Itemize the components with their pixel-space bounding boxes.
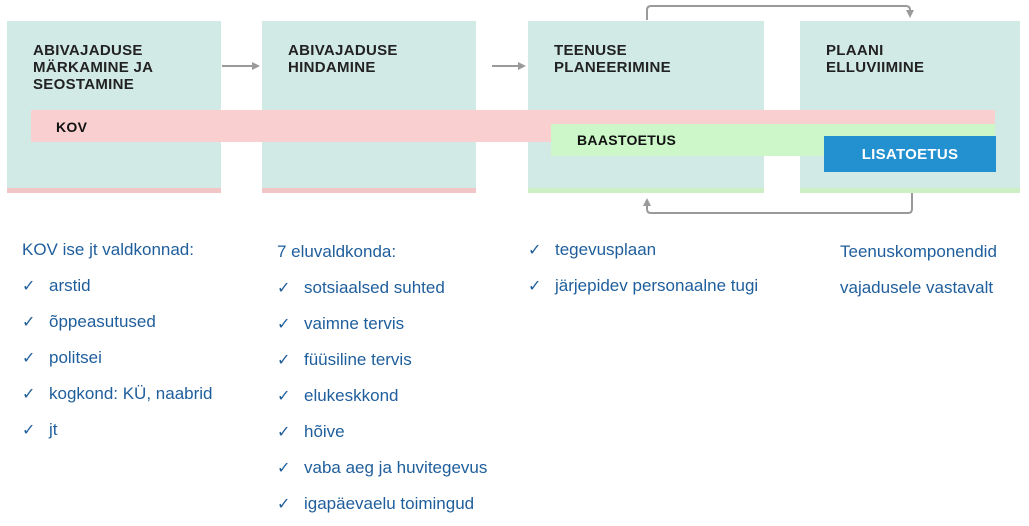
list-item: ✓ elukeskkond [277,382,487,418]
check-icon: ✓ [277,352,291,369]
check-icon: ✓ [22,278,36,295]
list-item: ✓ tegevusplaan [528,236,758,272]
column-eluvaldkonnad [277,238,487,526]
check-icon: ✓ [277,388,291,405]
stage-title: PLAANI ELLUVIIMINE [826,42,925,76]
list-item: ✓ jt [22,416,213,452]
column-kov-valdkonnad [22,236,213,452]
stage-title: ABIVAJADUSE HINDAMINE [288,42,398,76]
column-text-line: Teenuskomponendid [840,242,997,261]
arrow-top-loop [647,6,910,20]
check-icon: ✓ [277,424,291,441]
list-item: ✓ sotsiaalsed suhted [277,274,487,310]
column-planeerimine [528,236,758,308]
check-icon: ✓ [528,278,542,295]
stage-title: TEENUSE PLANEERIMINE [554,42,671,76]
arrow-bottom-loop [647,193,912,213]
check-icon: ✓ [22,314,36,331]
list-item: ✓ arstid [22,272,213,308]
check-icon: ✓ [22,386,36,403]
column-elluviimine [840,238,997,310]
kov-band: KOV [31,110,995,142]
column-heading: KOV ise jt valdkonnad: [22,240,194,259]
check-icon: ✓ [277,280,291,297]
list-item: ✓ õppeasutused [22,308,213,344]
check-icon: ✓ [277,496,291,513]
check-icon: ✓ [22,422,36,439]
baastoetus-band: BAASTOETUS [551,124,995,156]
list-item: ✓ füüsiline tervis [277,346,487,382]
check-icon: ✓ [528,242,542,259]
check-icon: ✓ [277,460,291,477]
list-item: ✓ kogkond: KÜ, naabrid [22,380,213,416]
list-item: ✓ hõive [277,418,487,454]
list-item: ✓ järjepidev personaalne tugi [528,272,758,308]
list-item: ✓ vaba aeg ja huvitegevus [277,454,487,490]
list-item: ✓ vaimne tervis [277,310,487,346]
stage-title: ABIVAJADUSE MÄRKAMINE JA SEOSTAMINE [33,42,154,93]
lisatoetus-band: LISATOETUS [824,136,996,172]
list-item: ✓ igapäevaelu toimingud [277,490,487,526]
list-item: ✓ politsei [22,344,213,380]
column-text-line: vajadusele vastavalt [840,278,994,297]
column-heading: 7 eluvaldkonda: [277,242,397,261]
check-icon: ✓ [277,316,291,333]
check-icon: ✓ [22,350,36,367]
